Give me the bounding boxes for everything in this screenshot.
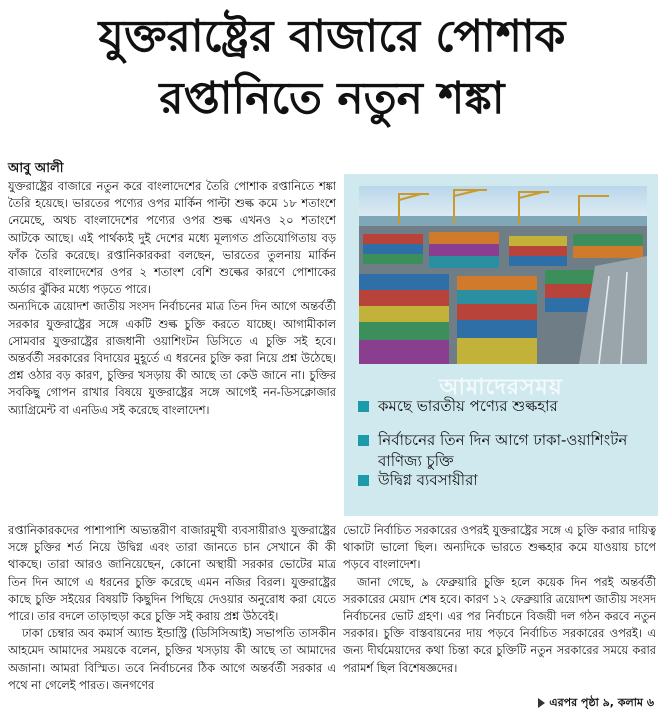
square-bullet-icon (358, 475, 369, 486)
paragraph: জানা গেছে, ৯ ফেব্রুয়ারি চুক্তি হলে কয়েক দিন পরই অন্তর্বর্তী সরকারের মেয়াদ শেষ হবে। কারণ ১২ ফেব্রুয়ারি ত্রয়োদশ জাতীয় সংসদ নির্বাচনের ভোট গ্রহণ। এর পর নির্বাচনে বিজয়ী দল গঠন করবে নতুন সরকার। চুক্তি বাস্তবায়নের দায় পড়বে নির্বাচিত সরকারের ওপরই। এ জন্য দীর্ঘমেয়াদের কথা চিন্তা করে চুক্তিটি নতুন সরকারের সময়ে করার পরামর্শ ছিল বিশেষজ্ঞদের। (343, 575, 656, 675)
byline: আবু আলী (8, 161, 64, 176)
highlight-item (358, 430, 648, 472)
article-column-right (343, 522, 656, 694)
triangle-pointer-icon (538, 698, 545, 708)
square-bullet-icon (358, 401, 369, 412)
highlight-text: উদ্বিগ্ন ব্যবসায়ীরা (378, 471, 478, 489)
square-bullet-icon (358, 435, 369, 446)
highlight-box (344, 174, 658, 516)
headline-line-1: যুক্তরাষ্ট্রের বাজারে পোশাক (98, 11, 566, 62)
paragraph: রপ্তানিকারকদের পাশাপাশি অভ্যন্তরীণ বাজারমুখী ব্যবসায়ীরাও যুক্তরাষ্ট্রের সঙ্গে চুক্তির শর্ত নিয়ে উদ্বিগ্ন এবং তারা জানতে চান সেখানে কী কী থাকছে। তারা আরও জানিয়েছেন, কোনো অস্থায়ী সরকার ভোটের মাত্র তিন দিন আগে এ ধরনের চুক্তি করেছে এমন নজির বিরল। যুক্তরাষ্ট্রের কাছে চুক্তি সইয়ের বিষয়টি কিছুদিন পিছিয়ে দেওয়ার অনুরোধ করা যেতে পারে। তার বদলে তাড়াহুড়া করে চুক্তি সই করায় প্রশ্ন উঠবেই। (8, 524, 336, 624)
port-container-photo (359, 186, 647, 364)
headline (0, 6, 664, 130)
port-photo-illustration (359, 186, 647, 364)
highlight-item (358, 396, 558, 417)
highlight-item (358, 470, 478, 491)
paragraph: ভোটে নির্বাচিত সরকারের ওপরই যুক্তরাষ্ট্রের সঙ্গে এ চুক্তি করার দায়িত্ব থাকাটা ভালো ছিল। অন্যদিকে ভারতে শুল্কহার কমে যাওয়ায় চাপে পড়বে বাংলাদেশ। (343, 524, 656, 572)
headline-line-2: রপ্তানিতে নতুন শঙ্কা (159, 73, 505, 124)
continuation-text: এরপর পৃষ্ঠা ৯, কলাম ৬ (549, 696, 654, 709)
paragraph: ঢাকা চেম্বার অব কমার্স অ্যান্ড ইন্ডাস্ট্রি (ডিসিসিআই) সভাপতি তাসকীন আহমেদ আমাদের সময়কে বলেন, চুক্তির খসড়ায় কী আছে তা আমাদের অজানা। আমরা বিস্মিত। তবে নির্বাচনের ঠিক আগে অন্তর্বর্তী সরকার এ পথে না গেলেই পারত। জনগণের (8, 627, 336, 692)
highlight-text: নির্বাচনের তিন দিন আগে ঢাকা-ওয়াশিংটন বাণিজ্য চুক্তি (378, 431, 628, 470)
watermark-logo: আমাদেরসময় (439, 375, 563, 400)
paragraph: যুক্তরাষ্ট্রের বাজারে নতুন করে বাংলাদেশের তৈরি পোশাক রপ্তানিতে শঙ্কা তৈরি হয়েছে। ভারতের পণ্যের ওপর মার্কিন পাল্টা শুল্ক কমে ১৮ শতাংশে নেমেছে, অথচ বাংলাদেশের পণ্যের ওপর শুল্ক এখনও ২০ শতাংশে আটকে আছে। এই পার্থক্যই দুই দেশের মধ্যে মূল্যগত প্রতিযোগিতায় বড় ফাঁক তৈরি করেছে। রপ্তানিকারকরা বলছেন, ভারতের তুলনায় মার্কিন বাজারে বাংলাদেশের ওপর ২ শতাংশ বেশি শুল্কের কারণে পোশাকের অর্ডার ঝুঁকির মধ্যে পড়তে পারে। (8, 180, 336, 297)
highlight-text: কমছে ভারতীয় পণ্যের শুল্কহার (378, 397, 558, 415)
article-column-left-bottom (8, 522, 336, 707)
continuation-note (538, 695, 654, 711)
article-column-left-top (8, 178, 336, 521)
paragraph: অন্যদিকে ত্রয়োদশ জাতীয় সংসদ নির্বাচনের মাত্র তিন দিন আগে অন্তর্বর্তী সরকার যুক্তরাষ্ট্রের সঙ্গে একটি শুল্ক চুক্তি করতে যাচ্ছে। আগামীকাল সোমবার যুক্তরাষ্ট্রের রাজধানী ওয়াশিংটন ডিসিতে এ চুক্তি সই হবে। অন্তর্বর্তী সরকারের বিদায়ের মুহূর্তে এ ধরনের চুক্তি করা নিয়ে প্রশ্ন উঠেছে। প্রশ্ন ওঠার বড় কারণ, চুক্তির খসড়ায় কী আছে তা কেউ জানে না। চুক্তির সবকিছু গোপন রাখার বিষয়ে যুক্তরাষ্ট্রের সঙ্গে আগেই নন-ডিসক্লোজার অ্যাগ্রিমেন্ট বা এনডিএ সই করেছে বাংলাদেশ। (8, 300, 336, 417)
